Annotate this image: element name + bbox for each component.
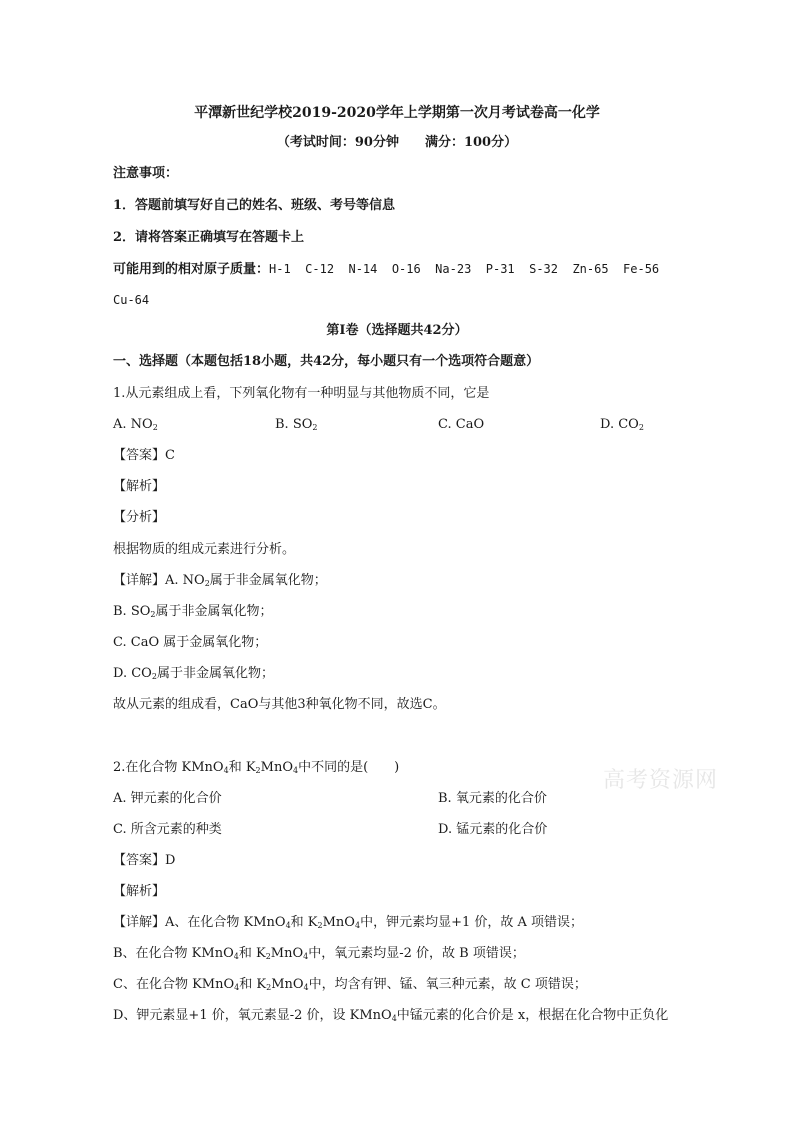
atomic-masses-label: 可能用到的相对原子质量： — [113, 262, 270, 277]
q1-option-a: A. $NO_2$ — [113, 417, 158, 432]
q1-option-c: C. CaO — [438, 417, 485, 432]
page-title: 平潭新世纪学校2019-2020学年上学期第一次月考试卷高一化学 — [194, 105, 600, 121]
q1-fenxi: 【分析】 — [113, 510, 166, 525]
watermark: 高考资源网 — [603, 768, 719, 793]
notes-heading: 注意事项： — [113, 166, 179, 181]
q1-option-b: B. $SO_2$ — [275, 417, 318, 432]
note-item-1: 1．答题前填写好自己的姓名、班级、考号等信息 — [113, 198, 396, 213]
q2-option-d: D. 锰元素的化合价 — [438, 822, 548, 837]
q2-detail-b: B、在化合物 KMnO$_4$和 $K_2MnO_4$中，氧元素均显-2 价，故 B 项错误； — [113, 946, 525, 961]
q1-stem: 1.从元素组成上看，下列氧化物有一种明显与其他物质不同，它是 — [113, 386, 490, 401]
atomic-masses-line — [113, 261, 659, 278]
atomic-masses-values: H-1 C-12 N-14 O-16 Na-23 P-31 S-32 Zn-65 Fe-56 — [269, 262, 660, 276]
q2-jiexi: 【解析】 — [113, 884, 166, 899]
q1-conclusion: 故从元素的组成看，CaO与其他3种氧化物不同，故选C。 — [113, 697, 446, 712]
q2-detail-a: 【详解】A、在化合物 KMnO$_4$和 $K_2MnO_4$中，钾元素均显+1 价，故 A 项错误； — [113, 915, 584, 930]
q1-answer: 【答案】C — [113, 448, 175, 463]
q2-stem: 2.在化合物 KMnO$_4$和 $K_2MnO_4$中不同的是( ) — [113, 760, 400, 775]
q2-answer: 【答案】D — [113, 853, 176, 868]
q1-analysis: 根据物质的组成元素进行分析。 — [113, 542, 296, 557]
atomic-masses-line2: Cu-64 — [113, 293, 150, 307]
section-title: 第Ⅰ卷（选择题共42分） — [326, 323, 468, 338]
q1-option-d: D. $CO_2$ — [600, 417, 644, 432]
note-item-2: 2．请将答案正确填写在答题卡上 — [113, 230, 305, 245]
q2-option-a: A. 钾元素的化合价 — [113, 791, 222, 806]
q1-detail-c: C. CaO 属于金属氧化物； — [113, 635, 268, 650]
q2-option-c: C. 所含元素的种类 — [113, 822, 222, 837]
exam-info: （考试时间：90分钟 满分：100分） — [276, 135, 518, 150]
section-heading: 一、选择题（本题包括18小题，共42分，每小题只有一个选项符合题意） — [113, 354, 540, 369]
q1-detail-d: D. $CO_2$属于非金属氧化物； — [113, 666, 274, 681]
q1-jiexi: 【解析】 — [113, 479, 166, 494]
q2-detail-c: C、在化合物 KMnO$_4$和 $K_2MnO_4$中，均含有钾、锰、氧三种元素，故 C 项错误； — [113, 977, 587, 992]
q1-detail-b: B. $SO_2$属于非金属氧化物； — [113, 604, 273, 619]
q1-detail-a: 【详解】A. $NO_2$属于非金属氧化物； — [113, 573, 327, 588]
q2-detail-d: D、钾元素显+1 价，氧元素显-2 价，设 KMnO$_4$中锰元素的化合价是 x，根据在化合物中正负化 — [113, 1008, 669, 1023]
q2-option-b: B. 氧元素的化合价 — [438, 791, 547, 806]
